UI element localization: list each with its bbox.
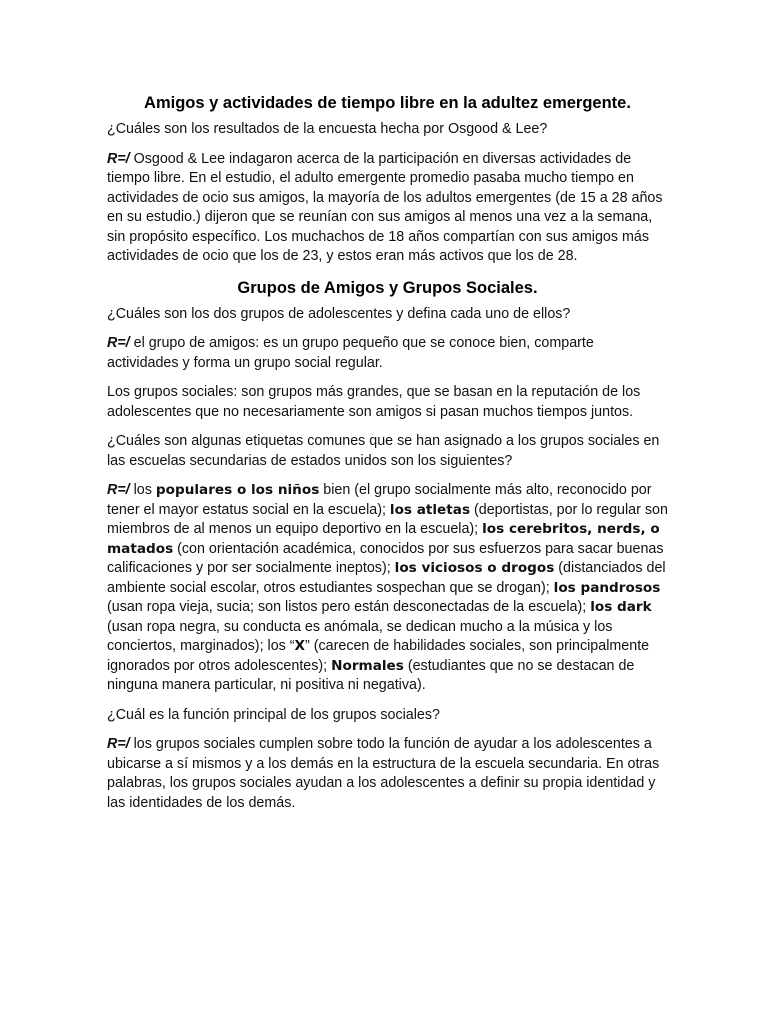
answer-1 (107, 150, 668, 267)
document-title: Amigos y actividades de tiempo libre en la adultez emergente. (144, 94, 631, 112)
answer-3-text: los (129, 482, 156, 498)
answer-1-text: Osgood & Lee indagaron acerca de la participación en diversas actividades de tiempo libre. En el estudio, el adulto emergente promedio pasaba mucho tiempo en actividades de ocio sus amigos, la mayoría de los adultos emergentes (de 15 a 28 años en su estudio.) dijeron que se reunían con sus amigos al menos una vez a la semana, sin propósito específico. Los muchachos de 18 años compartían con sus amigos más actividades de ocio que los de 23, y estos eran más activos que los de 28. (107, 150, 663, 264)
question-3: ¿Cuáles son algunas etiquetas comunes que se han asignado a los grupos sociales en las escuelas secundarias de estados unidos son los siguientes? (107, 433, 660, 469)
label-cerebritos: los cerebritos, nerds, o matados (107, 521, 660, 557)
answer-3-text: (deportistas, por lo regular son miembros de al menos un equipo deportivo en la escuela); (107, 501, 668, 537)
question-1: ¿Cuáles son los resultados de la encuesta hecha por Osgood & Lee? (107, 121, 548, 137)
answer-2 (107, 334, 668, 373)
label-pandrosos: los pandrosos (553, 579, 661, 596)
label-populares: populares o los niños (155, 482, 320, 498)
answer-3-text: (usan ropa vieja, sucia; son listos pero están desconectadas de la escuela); (107, 599, 591, 615)
question-4: ¿Cuál es la función principal de los grupos sociales? (107, 706, 440, 723)
question-2: ¿Cuáles son los dos grupos de adolescentes y defina cada uno de ellos? (107, 305, 571, 322)
label-viciosos: los viciosos o drogos (394, 560, 555, 576)
paragraph-grupos-sociales: Los grupos sociales: son grupos más grandes, que se basan en la reputación de los adolescentes que no necesariamente son amigos si pasan muchos tiempos juntos. (107, 384, 641, 420)
label-atletas: los atletas (389, 501, 471, 518)
answer-label: R=/ (107, 736, 130, 752)
answer-3-text: ” (carecen de habilidades sociales, son principalmente ignorados por otros adolescentes); (107, 638, 650, 674)
answer-3-text: (estudiantes que no se destacan de ninguna manera particular, ni positiva ni negativa). (107, 657, 635, 693)
answer-3-text: bien (el grupo socialmente más alto, reconocido por tener el mayor estatus social en la escuela); (107, 482, 652, 518)
answer-2-text: el grupo de amigos: es un grupo pequeño que se conoce bien, comparte actividades y forma un grupo social regular. (107, 335, 594, 371)
answer-4-text: los grupos sociales cumplen sobre todo la función de ayudar a los adolescentes a ubicarse a sí mismos y a los demás en la estructura de la escuela secundaria. En otras palabras, los grupos sociales ayudan a los adolescentes a definir su propia identidad y las identidades de los demás. (107, 736, 660, 811)
section-2-title: Grupos de Amigos y Grupos Sociales. (237, 278, 538, 297)
label-dark: los dark (590, 599, 652, 615)
answer-4 (107, 735, 668, 813)
answer-3-text: (usan ropa negra, su conducta es anómala, se dedican mucho a la música y los conciertos, marginados); los “ (107, 618, 613, 654)
answer-label: R=/ (107, 482, 130, 498)
answer-label: R=/ (107, 150, 130, 167)
answer-3-text: (con orientación académica, conocidos por sus esfuerzos para sacar buenas calificaciones y por ser socialmente ineptos); (107, 540, 664, 576)
label-x: X (294, 638, 306, 654)
answer-3-text: (distanciados del ambiente social escolar, otros estudiantes sospechan que se drogan); (107, 560, 666, 596)
answer-label: R=/ (107, 335, 130, 351)
label-normales: Normales (331, 657, 404, 674)
answer-3 (107, 481, 668, 696)
